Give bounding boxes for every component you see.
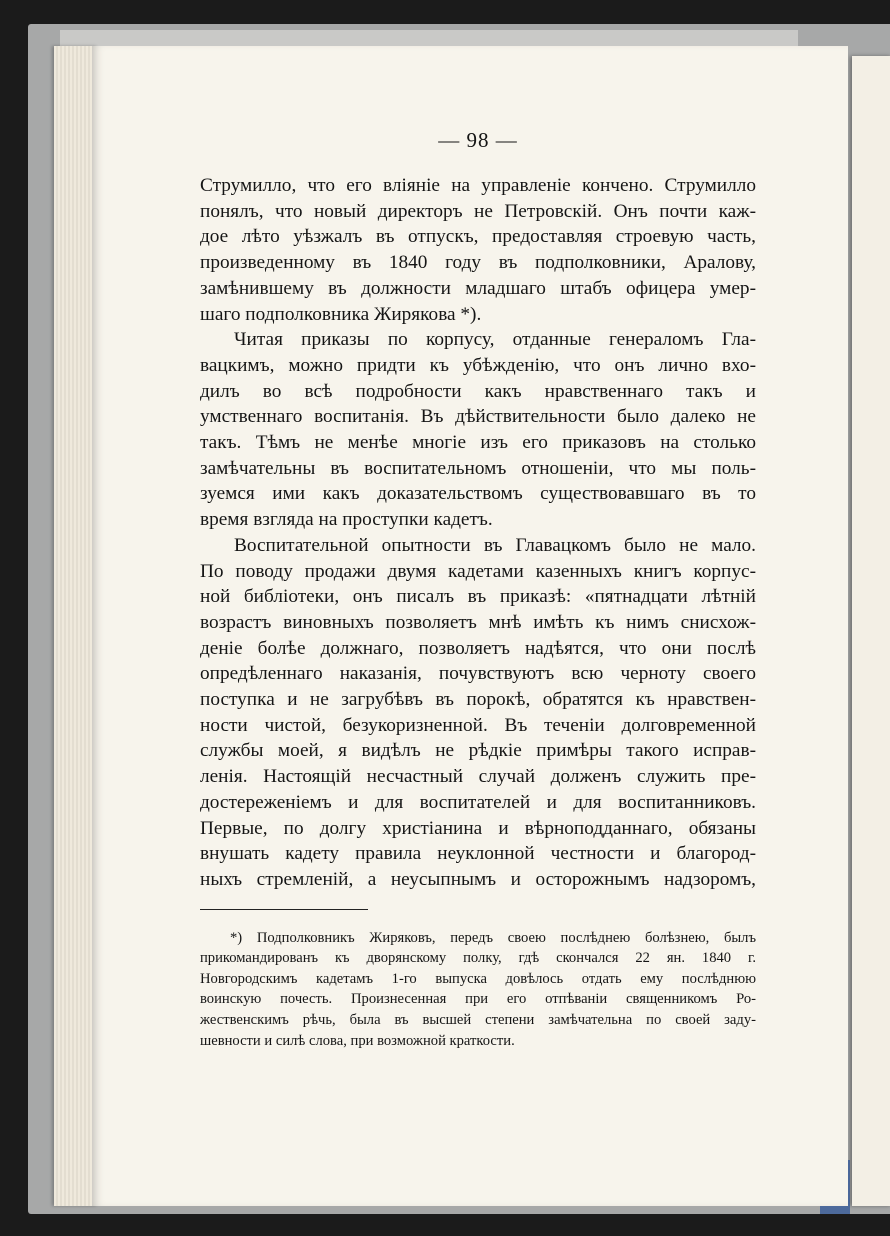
footnote bbox=[200, 928, 756, 1052]
text-line: достереженіемъ и для воспитателей и для воспитанниковъ. bbox=[200, 791, 756, 813]
text-line: замѣнившему въ должности младшаго штабъ офицера умер- bbox=[200, 277, 756, 299]
text-line: зуемся ими какъ доказательствомъ существовавшаго въ то bbox=[200, 483, 756, 505]
text-line: замѣчательны въ воспитательномъ отношеніи, что мы поль- bbox=[200, 457, 756, 479]
footnote-line: жественскимъ рѣчь, была въ высшей степени замѣчательна по своей заду- bbox=[200, 1012, 756, 1029]
paragraph bbox=[200, 327, 756, 533]
text-line: службы моей, я видѣлъ не рѣдкіе примѣры такого исправ- bbox=[200, 740, 756, 762]
text-line: Первые, по долгу христіанина и вѣрноподданнаго, обязаны bbox=[200, 817, 756, 839]
text-line: дое лѣто уѣзжалъ въ отпускъ, предоставляя строевую часть, bbox=[200, 226, 756, 248]
text-line: По поводу продажи двумя кадетами казенныхъ книгъ корпус- bbox=[200, 560, 756, 582]
text-line: время взгляда на проступки кадетъ. bbox=[200, 509, 493, 531]
text-line: шаго подполковника Жирякова *). bbox=[200, 303, 482, 325]
text-line: возрастъ виновныхъ позволяетъ мнѣ имѣть къ нимъ снисхож- bbox=[200, 611, 756, 633]
text-line: поступка и не загрубѣвъ въ порокѣ, обратятся къ нравствен- bbox=[200, 689, 756, 711]
text-line: Струмилло, что его вліяніе на управленіе кончено. Струмилло bbox=[200, 175, 756, 196]
facing-page-edge bbox=[852, 56, 890, 1206]
body-text bbox=[200, 173, 756, 893]
paragraph bbox=[200, 533, 756, 893]
text-line: ленія. Настоящій несчастный случай долженъ служить пре- bbox=[200, 766, 756, 788]
text-line: опредѣленнаго наказанія, почувствуютъ всю черноту своего bbox=[200, 663, 756, 685]
paragraph bbox=[200, 173, 756, 327]
page-number: — 98 — bbox=[438, 128, 518, 152]
text-line: произведенному въ 1840 году въ подполковники, Аралову, bbox=[200, 252, 756, 274]
text-line: вацкимъ, можно придти къ убѣжденію, что онъ лично вхо- bbox=[200, 354, 756, 376]
footnote-line: воинскую почесть. Произнесенная при его отпѣваніи священникомъ Ро- bbox=[200, 991, 756, 1008]
page-content bbox=[200, 128, 756, 1051]
footnote-line: прикомандированъ къ дворянскому полку, гдѣ скончался 22 ян. 1840 г. bbox=[200, 950, 756, 967]
text-line: Воспитательной опытности въ Главацкомъ было не мало. bbox=[234, 534, 756, 556]
text-line: деніе болѣе должнаго, позволяетъ надѣятся, что они послѣ bbox=[200, 637, 756, 659]
footnote-separator bbox=[200, 909, 368, 910]
footnote-line: шевности и силѣ слова, при возможной краткости. bbox=[200, 1032, 515, 1049]
text-line: понялъ, что новый директоръ не Петровскій. Онъ почти каж- bbox=[200, 200, 756, 222]
text-line: ности чистой, безукоризненной. Въ теченіи долговременной bbox=[200, 714, 756, 736]
text-line: Читая приказы по корпусу, отданные генераломъ Гла- bbox=[234, 329, 756, 351]
footnote-line: *) Подполковникъ Жиряковъ, передъ своею послѣднею болѣзнею, былъ bbox=[230, 929, 756, 946]
text-line: умственнаго воспитанія. Въ дѣйствительности было далеко не bbox=[200, 406, 756, 428]
footnote-line: Новгородскимъ кадетамъ 1-го выпуска довѣлось отдать ему послѣднюю bbox=[200, 970, 756, 987]
text-line: дилъ во всѣ подробности какъ нравственнаго такъ и bbox=[200, 380, 756, 402]
text-line: такъ. Тѣмъ не менѣе многіе изъ его приказовъ на столько bbox=[200, 432, 756, 454]
text-line: ной библіотеки, онъ писалъ въ приказѣ: «пятнадцати лѣтній bbox=[200, 586, 756, 608]
text-line: внушать кадету правила неуклонной честности и благород- bbox=[200, 843, 756, 865]
text-line: ныхъ стремленій, а неусыпнымъ и осторожнымъ надзоромъ, bbox=[200, 868, 756, 890]
